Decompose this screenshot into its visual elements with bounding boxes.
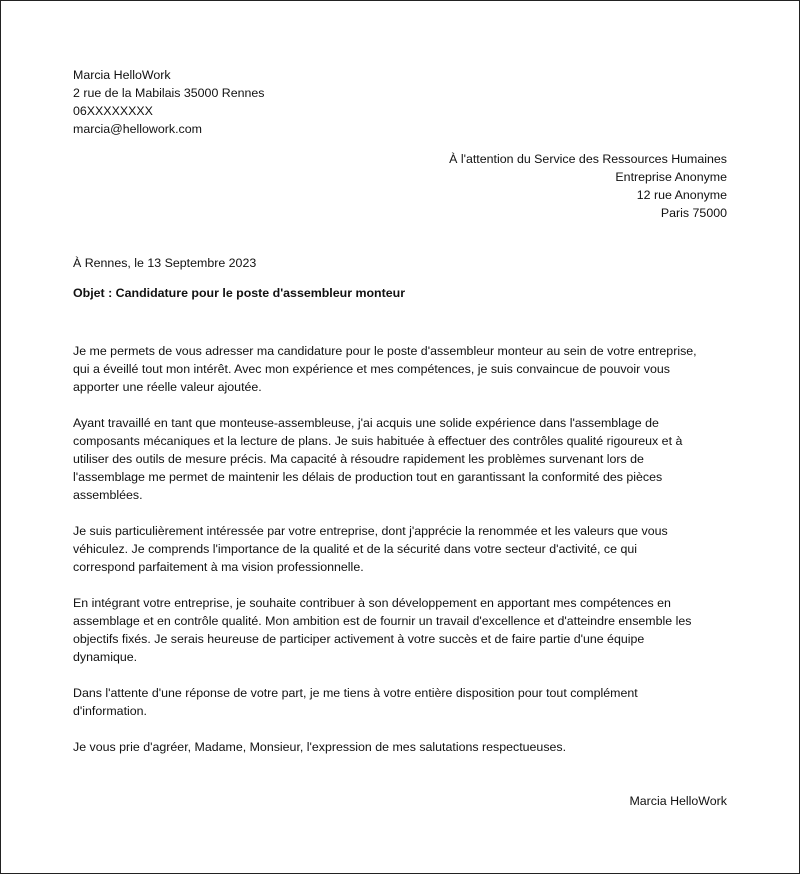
body-paragraph-3: [73, 522, 733, 576]
recipient-city: Paris 75000: [660, 206, 727, 220]
paragraph-line: Ayant travaillé en tant que monteuse-assembleuse, j'ai acquis une solide expérience dans l'assemblage de: [73, 416, 659, 430]
paragraph-line: utiliser des outils de mesure précis. Ma capacité à résoudre rapidement les problèmes survenant lors de: [73, 452, 644, 466]
recipient-company: Entreprise Anonyme: [615, 170, 727, 184]
sender-phone: 06XXXXXXXX: [73, 104, 153, 118]
subject-line: Objet : Candidature pour le poste d'assembleur monteur: [73, 286, 406, 300]
body-paragraph-5: [73, 684, 733, 720]
paragraph-line: l'assemblage me permet de maintenir les délais de production tout en garantissant la conformité des pièces: [73, 470, 663, 484]
paragraph-line: objectifs fixés. Je serais heureuse de participer activement à votre succès et de faire partie d'une équipe: [73, 632, 645, 646]
paragraph-line: Je vous prie d'agréer, Madame, Monsieur, l'expression de mes salutations respectueuses.: [73, 740, 567, 754]
paragraph-line: Je suis particulièrement intéressée par votre entreprise, dont j'apprécie la renommée et les valeurs que vous: [73, 524, 668, 538]
paragraph-line: d'information.: [73, 704, 147, 718]
sender-address: 2 rue de la Mabilais 35000 Rennes: [73, 86, 265, 100]
paragraph-line: composants mécaniques et la lecture de plans. Je suis habituée à effectuer des contrôles qualité rigoureux et à: [73, 434, 683, 448]
paragraph-line: Je me permets de vous adresser ma candidature pour le poste d'assembleur monteur au sein de votre entreprise,: [73, 344, 697, 358]
date-line: À Rennes, le 13 Septembre 2023: [73, 256, 257, 270]
paragraph-line: correspond parfaitement à ma vision professionnelle.: [73, 560, 364, 574]
paragraph-line: véhiculez. Je comprends l'importance de la qualité et de la sécurité dans votre secteur d'activité, ce qui: [73, 542, 637, 556]
paragraph-line: Dans l'attente d'une réponse de votre part, je me tiens à votre entière disposition pour tout complément: [73, 686, 638, 700]
closing-paragraph: [73, 738, 733, 756]
paragraph-line: assemblées.: [73, 488, 143, 502]
paragraph-line: qui a éveillé tout mon intérêt. Avec mon expérience et mes compétences, je suis convaincue de pouvoir vous: [73, 362, 670, 376]
paragraph-line: dynamique.: [73, 650, 138, 664]
sender-email: marcia@hellowork.com: [73, 122, 202, 136]
sender-name: Marcia HelloWork: [73, 68, 171, 82]
body-paragraph-1: [73, 342, 733, 396]
body-paragraph-4: [73, 594, 733, 666]
signature: Marcia HelloWork: [629, 794, 727, 808]
paragraph-line: assemblage et en contrôle qualité. Mon ambition est de fournir un travail d'excellence et d'atteindre ensemble les: [73, 614, 692, 628]
recipient-street: 12 rue Anonyme: [636, 188, 727, 202]
paragraph-line: En intégrant votre entreprise, je souhaite contribuer à son développement en apportant mes compétences en: [73, 596, 671, 610]
body-paragraph-2: [73, 414, 733, 504]
paragraph-line: apporter une réelle valeur ajoutée.: [73, 380, 262, 394]
recipient-attention: À l'attention du Service des Ressources Humaines: [449, 152, 727, 166]
